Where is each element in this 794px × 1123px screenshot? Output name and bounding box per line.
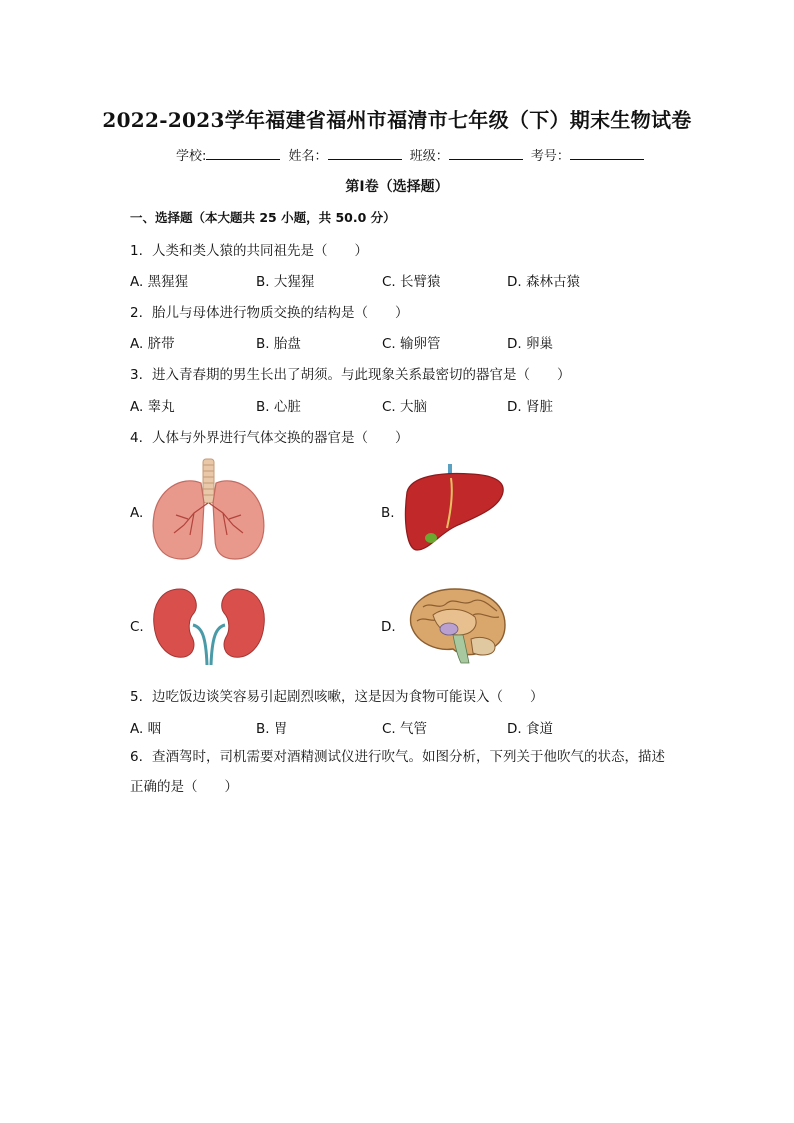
question-2 xyxy=(130,301,409,321)
option-c: C. 长臂猿 xyxy=(382,274,441,290)
option-c: C. 气管 xyxy=(382,721,428,737)
option-b: B. 大猩猩 xyxy=(256,274,315,290)
class-label: 班级： xyxy=(409,149,449,164)
exam-number-label: 考号： xyxy=(530,149,570,164)
question-6-line-1 xyxy=(130,742,690,772)
question-4 xyxy=(130,426,409,446)
class-blank xyxy=(449,147,523,160)
question-4-option-d xyxy=(381,585,511,670)
question-4-option-a xyxy=(130,455,280,565)
exam-number-blank xyxy=(570,147,644,160)
name-label: 姓名： xyxy=(288,149,328,164)
question-number: 6. xyxy=(130,749,143,765)
question-number: 5. xyxy=(130,689,143,705)
question-number: 1. xyxy=(130,243,143,259)
question-5 xyxy=(130,685,544,705)
question-number: 3. xyxy=(130,367,143,383)
lungs-icon xyxy=(146,455,271,563)
option-a: A. 睾丸 xyxy=(130,399,175,415)
question-1 xyxy=(130,239,368,259)
option-a: A. 咽 xyxy=(130,721,162,737)
name-blank xyxy=(328,147,402,160)
question-3 xyxy=(130,363,571,383)
volume-title: 第I卷（选择题） xyxy=(345,179,449,195)
question-6-line-2: 正确的是（ ） xyxy=(130,779,238,795)
option-b: B. 心脏 xyxy=(256,399,301,415)
brain-icon xyxy=(403,585,509,665)
exam-title: 2022-2023学年福建省福州市福清市七年级（下）期末生物试卷 xyxy=(102,108,692,132)
option-d: D. 卵巢 xyxy=(507,336,553,352)
option-label: C. xyxy=(130,619,144,635)
option-a: A. 黑猩猩 xyxy=(130,274,189,290)
question-text: 查酒驾时，司机需要对酒精测试仪进行吹气。如图分析，下列关于他吹气的状态，描述 xyxy=(152,749,665,765)
liver-icon xyxy=(401,462,505,556)
option-label: B. xyxy=(381,505,395,521)
school-blank xyxy=(206,147,280,160)
option-d: D. 肾脏 xyxy=(507,399,553,415)
question-text: 人体与外界进行气体交换的器官是（ ） xyxy=(152,430,409,446)
part-heading: 一、选择题（本大题共 25 小题，共 50.0 分） xyxy=(130,210,396,225)
option-c: C. 大脑 xyxy=(382,399,428,415)
question-text: 胎儿与母体进行物质交换的结构是（ ） xyxy=(152,305,409,321)
question-text: 进入青春期的男生长出了胡须。与此现象关系最密切的器官是（ ） xyxy=(152,367,571,383)
question-text: 边吃饭边谈笑容易引起剧烈咳嗽，这是因为食物可能误入（ ） xyxy=(152,689,544,705)
kidneys-icon xyxy=(150,585,268,667)
option-d: D. 森林古猿 xyxy=(507,274,580,290)
school-label: 学校: xyxy=(176,149,207,164)
question-text: 人类和类人猿的共同祖先是（ ） xyxy=(152,243,368,259)
student-info-row xyxy=(176,145,648,164)
option-b: B. 胃 xyxy=(256,721,288,737)
question-number: 2. xyxy=(130,305,143,321)
option-label: A. xyxy=(130,505,144,521)
option-d: D. 食道 xyxy=(507,721,553,737)
option-label: D. xyxy=(381,619,396,635)
question-4-option-b xyxy=(381,462,511,562)
question-4-option-c xyxy=(130,585,280,670)
question-number: 4. xyxy=(130,430,143,446)
option-b: B. 胎盘 xyxy=(256,336,301,352)
question-6 xyxy=(130,742,690,802)
option-c: C. 输卵管 xyxy=(382,336,441,352)
option-a: A. 脐带 xyxy=(130,336,175,352)
